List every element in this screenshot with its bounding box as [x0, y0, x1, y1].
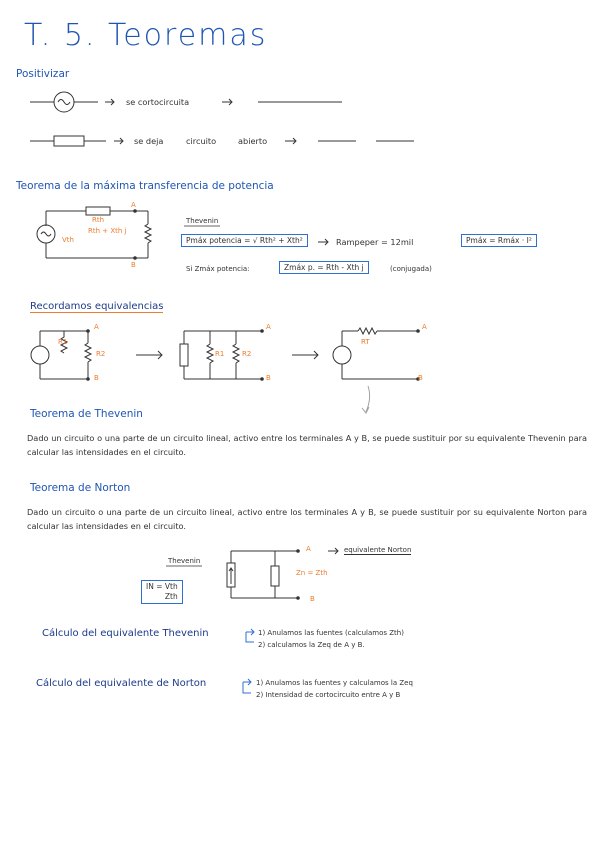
max-terminal-a	[133, 209, 137, 213]
equiv1-r1: R1	[58, 338, 68, 346]
formula-rampeper: Rampeper = 12mil	[336, 237, 414, 247]
positivizar-current-symbol	[30, 136, 106, 146]
equiv1-b: B	[94, 374, 99, 382]
max-label-vth: Vth	[62, 236, 74, 244]
equiv2-b: B	[266, 374, 271, 382]
equiv-arrow-2	[292, 351, 318, 359]
formula-in-den: Zth	[164, 592, 178, 601]
max-label-a: A	[131, 201, 136, 209]
norton-b-label: B	[310, 595, 315, 603]
max-arrow	[318, 239, 328, 245]
positivizar-row1-label: se cortocircuita	[126, 97, 190, 107]
norton-thevenin-label: Thevenin	[168, 557, 201, 565]
equiv3-rt: RT	[361, 338, 370, 346]
equiv-circuit-3	[333, 328, 418, 379]
formula-pmax-box: Pmáx potencia = √ Rth² + Xth²	[181, 234, 308, 247]
calc-thevenin-heading: Cálculo del equivalente Thevenin	[42, 628, 209, 639]
equiv2-terminal-a	[260, 329, 264, 333]
calc-norton-step2: 2) Intensidad de cortocircuito entre A y B	[256, 691, 401, 699]
calc-thevenin-step2: 2) calculamos la Zeq de A y B.	[258, 641, 365, 649]
thevenin-text: Dado un circuito o una parte de un circuito lineal, activo entre los terminales A y B, se puede sustituir por su equivalente Thevenin para calcular las intensidades en el circuito.	[27, 433, 587, 457]
equiv2-terminal-b	[260, 377, 264, 381]
positivizar-row2-label-c: abierto	[238, 136, 268, 146]
max-thevenin-label: Thevenin	[186, 217, 219, 225]
positivizar-arrow-4	[285, 138, 296, 144]
max-label-b: B	[131, 261, 136, 269]
thevenin-heading: Teorema de Thevenin	[30, 408, 143, 420]
equiv1-terminal-a	[86, 329, 90, 333]
max-terminal-b	[133, 256, 137, 260]
si-zmax-label: Si Zmáx potencia:	[186, 265, 250, 273]
positivizar-heading: Positivizar	[16, 68, 70, 80]
positivizar-source-symbol	[30, 92, 98, 112]
equiv2-r1: R1	[215, 350, 225, 358]
norton-terminal-b	[296, 596, 300, 600]
norton-equivalente-label: equivalente Norton	[344, 546, 412, 554]
equivalencias-heading: Recordamos equivalencias	[30, 301, 164, 312]
equiv1-a: A	[94, 323, 99, 331]
formula-in-box	[141, 580, 183, 604]
positivizar-arrow-1	[105, 99, 114, 105]
positivizar-row2-label-a: se deja	[134, 136, 164, 146]
max-transfer-heading: Teorema de la máxima transferencia de potencia	[16, 180, 274, 192]
calc-norton-heading: Cálculo del equivalente de Norton	[36, 678, 207, 689]
norton-a-label: A	[306, 545, 311, 553]
norton-circuit	[227, 551, 298, 598]
formula-zmax-box: Zmáx p. = Rth - Xth j	[279, 261, 369, 274]
equiv2-a: A	[266, 323, 271, 331]
page-title: T. 5. Teoremas	[24, 18, 268, 53]
formula-pmax-right-box: Pmáx = Rmáx · I²	[461, 234, 537, 247]
calc-norton-bracket	[243, 679, 251, 693]
formula-in-num: IN = Vth	[146, 582, 178, 591]
equiv3-a: A	[422, 323, 427, 331]
max-label-zth: Rth + Xth j	[88, 227, 127, 235]
norton-text: Dado un circuito o una parte de un circuito lineal, activo entre los terminales A y B, se puede sustituir por su equivalente Norton para calcular las intensidades en el circuito.	[27, 507, 587, 531]
equiv3-terminal-a	[416, 329, 420, 333]
positivizar-row2-label-b: circuito	[186, 136, 217, 146]
max-label-rth: Rth	[92, 216, 105, 224]
equiv1-r2: R2	[96, 350, 106, 358]
norton-zn-label: Zn = Zth	[296, 569, 328, 577]
norton-heading: Teorema de Norton	[30, 482, 131, 494]
positivizar-arrow-3	[114, 138, 123, 144]
equiv-arrow-1	[136, 351, 162, 359]
norton-arrow	[328, 548, 338, 554]
calc-thevenin-bracket	[246, 629, 254, 642]
equiv2-r2: R2	[242, 350, 252, 358]
equiv1-terminal-b	[86, 377, 90, 381]
conjugada-label: (conjugada)	[390, 265, 432, 273]
positivizar-arrow-2	[222, 99, 232, 105]
calc-norton-step1: 1) Anulamos las fuentes y calculamos la Zeq	[256, 679, 413, 687]
pointer-arrow	[362, 386, 370, 413]
norton-terminal-a	[296, 549, 300, 553]
equiv3-b: B	[418, 374, 423, 382]
calc-thevenin-step1: 1) Anulamos las fuentes (calculamos Zth)	[258, 629, 404, 637]
